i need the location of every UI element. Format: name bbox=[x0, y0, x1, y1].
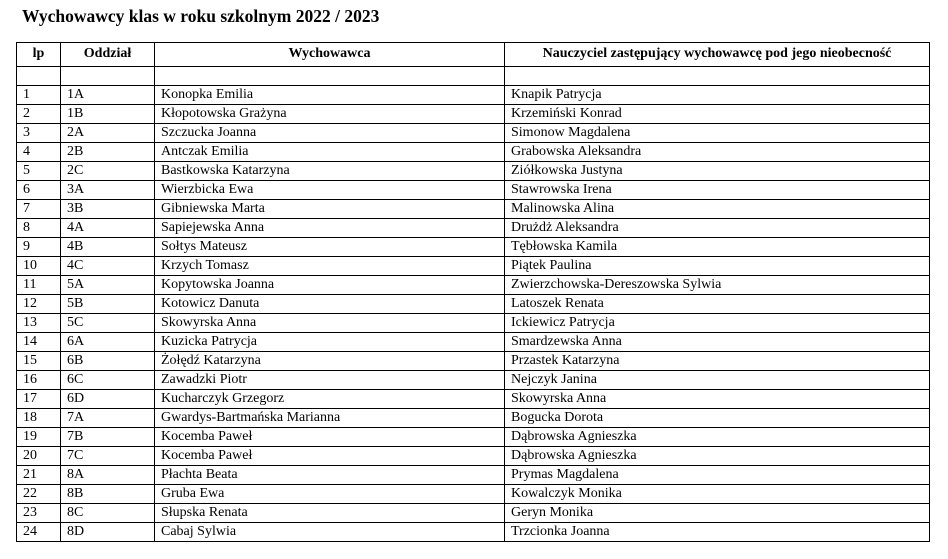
header-row bbox=[17, 43, 930, 67]
table-row bbox=[17, 333, 930, 352]
table-row bbox=[17, 257, 930, 276]
cell-teacher: Wierzbicka Ewa bbox=[155, 181, 505, 200]
cell-teacher: Bastkowska Katarzyna bbox=[155, 162, 505, 181]
cell-substitute: Simonow Magdalena bbox=[505, 124, 930, 143]
table-row bbox=[17, 447, 930, 466]
cell-substitute: Grabowska Aleksandra bbox=[505, 143, 930, 162]
cell-class: 8A bbox=[61, 466, 155, 485]
cell-substitute: Zwierzchowska-Dereszowska Sylwia bbox=[505, 276, 930, 295]
cell-class: 4B bbox=[61, 238, 155, 257]
table-row bbox=[17, 352, 930, 371]
cell-substitute: Skowyrska Anna bbox=[505, 390, 930, 409]
table-row bbox=[17, 371, 930, 390]
cell-class: 6C bbox=[61, 371, 155, 390]
cell-substitute: Dąbrowska Agnieszka bbox=[505, 447, 930, 466]
cell-substitute: Smardzewska Anna bbox=[505, 333, 930, 352]
cell-lp: 22 bbox=[17, 485, 61, 504]
table-row bbox=[17, 390, 930, 409]
cell-class: 6A bbox=[61, 333, 155, 352]
cell-teacher: Sapiejewska Anna bbox=[155, 219, 505, 238]
table-row bbox=[17, 238, 930, 257]
cell-substitute: Knapik Patrycja bbox=[505, 86, 930, 105]
table-row bbox=[17, 295, 930, 314]
cell-substitute: Przastek Katarzyna bbox=[505, 352, 930, 371]
cell-class: 8B bbox=[61, 485, 155, 504]
cell-teacher: Kucharczyk Grzegorz bbox=[155, 390, 505, 409]
cell-substitute: Drużdż Aleksandra bbox=[505, 219, 930, 238]
empty-cell bbox=[155, 67, 505, 86]
cell-lp: 15 bbox=[17, 352, 61, 371]
cell-class: 7A bbox=[61, 409, 155, 428]
cell-lp: 17 bbox=[17, 390, 61, 409]
cell-teacher: Kocemba Paweł bbox=[155, 447, 505, 466]
cell-lp: 16 bbox=[17, 371, 61, 390]
cell-substitute: Piątek Paulina bbox=[505, 257, 930, 276]
cell-class: 7C bbox=[61, 447, 155, 466]
cell-teacher: Sołtys Mateusz bbox=[155, 238, 505, 257]
header-teacher: Wychowawca bbox=[155, 43, 505, 67]
cell-substitute: Malinowska Alina bbox=[505, 200, 930, 219]
cell-teacher: Szczucka Joanna bbox=[155, 124, 505, 143]
cell-teacher: Kotowicz Danuta bbox=[155, 295, 505, 314]
cell-substitute: Bogucka Dorota bbox=[505, 409, 930, 428]
cell-class: 2C bbox=[61, 162, 155, 181]
table-row bbox=[17, 314, 930, 333]
cell-substitute: Stawrowska Irena bbox=[505, 181, 930, 200]
cell-teacher: Antczak Emilia bbox=[155, 143, 505, 162]
cell-lp: 19 bbox=[17, 428, 61, 447]
cell-teacher: Konopka Emilia bbox=[155, 86, 505, 105]
cell-substitute: Krzemiński Konrad bbox=[505, 105, 930, 124]
empty-cell bbox=[505, 67, 930, 86]
table-row bbox=[17, 200, 930, 219]
table-row bbox=[17, 523, 930, 542]
cell-class: 5A bbox=[61, 276, 155, 295]
cell-class: 2A bbox=[61, 124, 155, 143]
cell-class: 5B bbox=[61, 295, 155, 314]
cell-lp: 3 bbox=[17, 124, 61, 143]
cell-substitute: Dąbrowska Agnieszka bbox=[505, 428, 930, 447]
table-row bbox=[17, 504, 930, 523]
teachers-table bbox=[16, 42, 930, 542]
cell-substitute: Geryn Monika bbox=[505, 504, 930, 523]
cell-substitute: Ickiewicz Patrycja bbox=[505, 314, 930, 333]
table-row bbox=[17, 105, 930, 124]
cell-lp: 24 bbox=[17, 523, 61, 542]
document-title: Wychowawcy klas w roku szkolnym 2022 / 2023 bbox=[22, 6, 380, 26]
cell-class: 6B bbox=[61, 352, 155, 371]
table-row bbox=[17, 143, 930, 162]
cell-teacher: Gruba Ewa bbox=[155, 485, 505, 504]
cell-class: 8C bbox=[61, 504, 155, 523]
cell-teacher: Zawadzki Piotr bbox=[155, 371, 505, 390]
header-class: Oddział bbox=[61, 43, 155, 67]
table-row bbox=[17, 162, 930, 181]
cell-teacher: Krzych Tomasz bbox=[155, 257, 505, 276]
cell-lp: 5 bbox=[17, 162, 61, 181]
cell-teacher: Gwardys-Bartmańska Marianna bbox=[155, 409, 505, 428]
empty-row bbox=[17, 67, 930, 86]
cell-teacher: Płachta Beata bbox=[155, 466, 505, 485]
cell-teacher: Kopytowska Joanna bbox=[155, 276, 505, 295]
cell-teacher: Skowyrska Anna bbox=[155, 314, 505, 333]
table-row bbox=[17, 428, 930, 447]
cell-teacher: Kocemba Paweł bbox=[155, 428, 505, 447]
cell-class: 5C bbox=[61, 314, 155, 333]
cell-teacher: Żołędź Katarzyna bbox=[155, 352, 505, 371]
cell-lp: 9 bbox=[17, 238, 61, 257]
cell-lp: 14 bbox=[17, 333, 61, 352]
table-row bbox=[17, 276, 930, 295]
cell-substitute: Latoszek Renata bbox=[505, 295, 930, 314]
cell-lp: 11 bbox=[17, 276, 61, 295]
cell-lp: 12 bbox=[17, 295, 61, 314]
cell-class: 3A bbox=[61, 181, 155, 200]
cell-teacher: Słupska Renata bbox=[155, 504, 505, 523]
cell-lp: 4 bbox=[17, 143, 61, 162]
empty-cell bbox=[17, 67, 61, 86]
table-row bbox=[17, 219, 930, 238]
header-substitute: Nauczyciel zastępujący wychowawcę pod jego nieobecność bbox=[505, 43, 930, 67]
cell-substitute: Ziółkowska Justyna bbox=[505, 162, 930, 181]
cell-teacher: Kłopotowska Grażyna bbox=[155, 105, 505, 124]
table-row bbox=[17, 86, 930, 105]
table-row bbox=[17, 485, 930, 504]
cell-teacher: Kuzicka Patrycja bbox=[155, 333, 505, 352]
table-row bbox=[17, 181, 930, 200]
cell-class: 1B bbox=[61, 105, 155, 124]
cell-teacher: Cabaj Sylwia bbox=[155, 523, 505, 542]
cell-class: 8D bbox=[61, 523, 155, 542]
cell-class: 4A bbox=[61, 219, 155, 238]
cell-lp: 18 bbox=[17, 409, 61, 428]
cell-class: 2B bbox=[61, 143, 155, 162]
cell-teacher: Gibniewska Marta bbox=[155, 200, 505, 219]
header-lp: lp bbox=[17, 43, 61, 67]
cell-lp: 13 bbox=[17, 314, 61, 333]
cell-lp: 1 bbox=[17, 86, 61, 105]
cell-class: 1A bbox=[61, 86, 155, 105]
cell-substitute: Trzcionka Joanna bbox=[505, 523, 930, 542]
cell-lp: 2 bbox=[17, 105, 61, 124]
cell-lp: 20 bbox=[17, 447, 61, 466]
cell-lp: 6 bbox=[17, 181, 61, 200]
table-row bbox=[17, 466, 930, 485]
cell-lp: 10 bbox=[17, 257, 61, 276]
cell-substitute: Prymas Magdalena bbox=[505, 466, 930, 485]
cell-substitute: Nejczyk Janina bbox=[505, 371, 930, 390]
cell-lp: 7 bbox=[17, 200, 61, 219]
cell-substitute: Kowalczyk Monika bbox=[505, 485, 930, 504]
table-row bbox=[17, 124, 930, 143]
cell-lp: 21 bbox=[17, 466, 61, 485]
cell-class: 7B bbox=[61, 428, 155, 447]
empty-cell bbox=[61, 67, 155, 86]
cell-lp: 23 bbox=[17, 504, 61, 523]
cell-class: 4C bbox=[61, 257, 155, 276]
cell-class: 6D bbox=[61, 390, 155, 409]
cell-class: 3B bbox=[61, 200, 155, 219]
table-row bbox=[17, 409, 930, 428]
cell-substitute: Tębłowska Kamila bbox=[505, 238, 930, 257]
cell-lp: 8 bbox=[17, 219, 61, 238]
